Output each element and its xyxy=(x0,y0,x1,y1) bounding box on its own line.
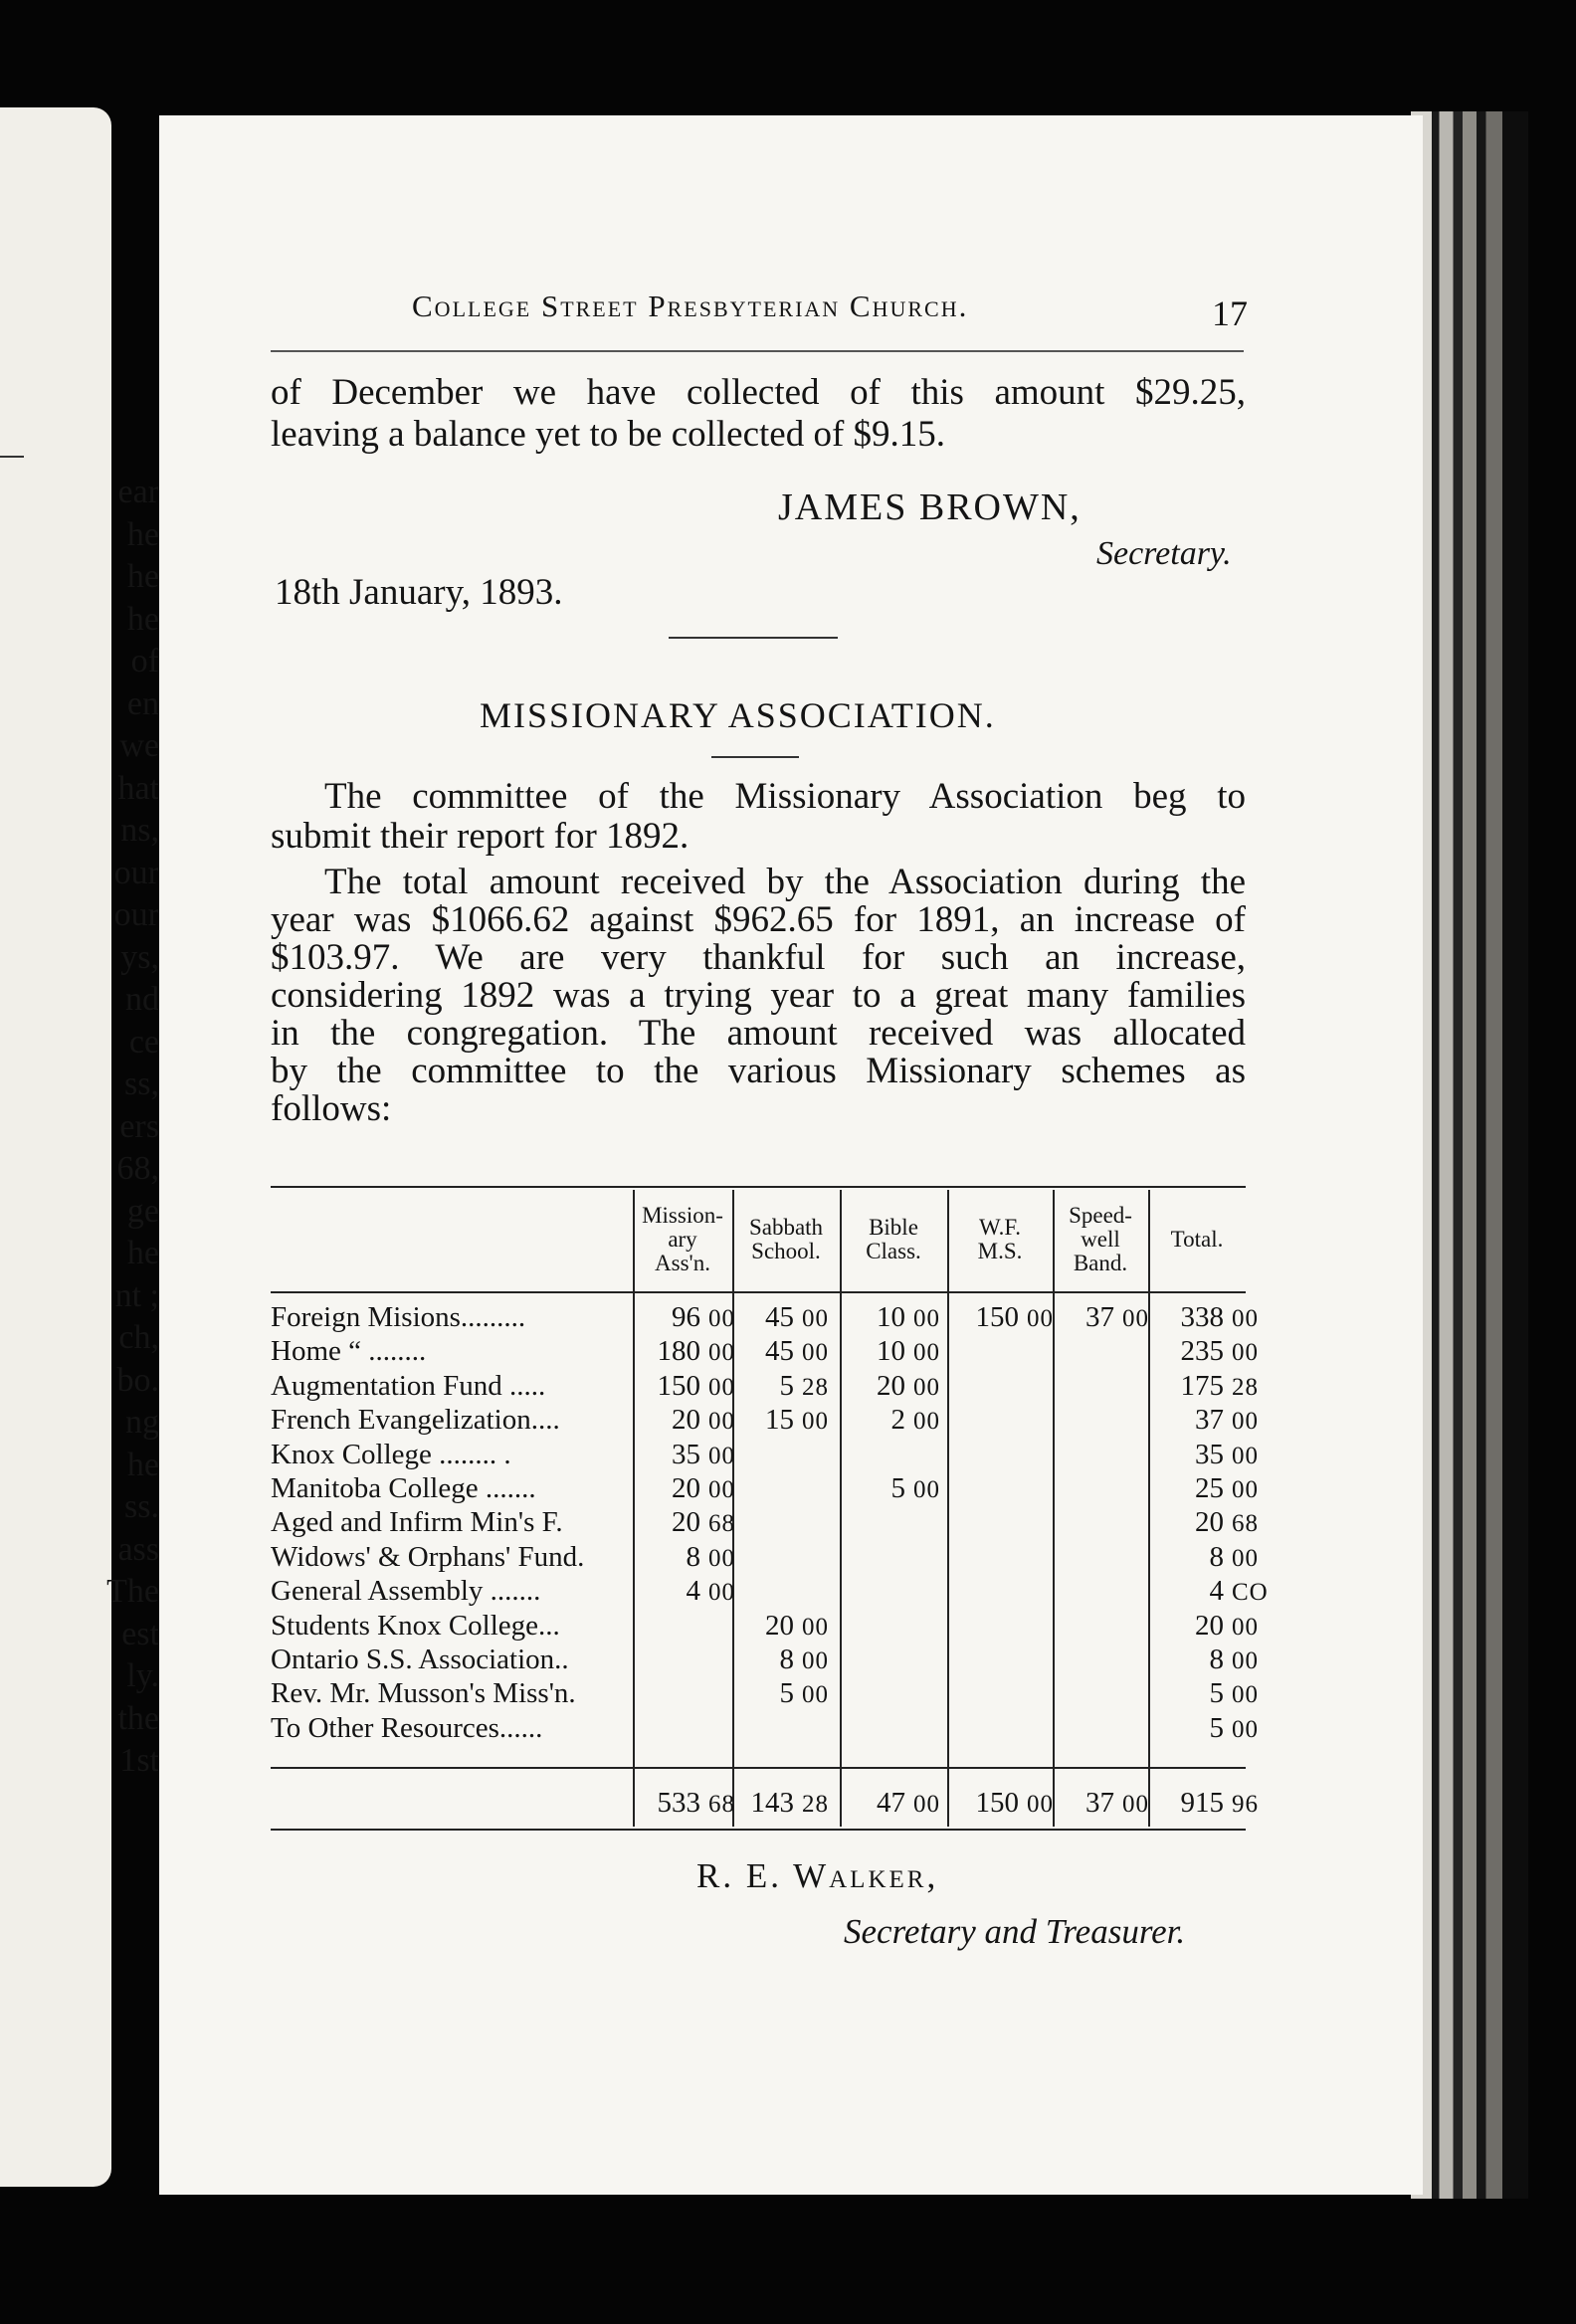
left-page-text-fragment: ce xyxy=(128,1023,159,1061)
table-cell xyxy=(637,1337,735,1366)
amount-cents: 00 xyxy=(913,1408,940,1435)
amount-cents: 00 xyxy=(708,1374,735,1401)
amount-dollars: 2 xyxy=(890,1404,905,1436)
amount-dollars: 20 xyxy=(1195,1506,1224,1538)
column-header-line: Mission- xyxy=(642,1203,723,1228)
amount-dollars: 96 xyxy=(672,1301,700,1333)
left-page-text-fragment: nt ; xyxy=(114,1276,159,1314)
table-cell xyxy=(637,1441,735,1469)
amount-dollars: 8 xyxy=(1209,1644,1224,1675)
table-cell xyxy=(736,1406,829,1435)
table-cell xyxy=(951,1303,1054,1332)
left-page-text-fragment: ss, xyxy=(124,1065,159,1102)
left-page-text-fragment: ers xyxy=(119,1107,159,1145)
left-page-text-fragment: en xyxy=(126,684,159,722)
page-number: 17 xyxy=(1212,293,1248,333)
left-page-text-fragment: bo. xyxy=(116,1361,159,1399)
table-row-label: Home “ ........ xyxy=(271,1337,427,1366)
paragraph-line: in the congregation. The amount received was allocated xyxy=(271,1013,1246,1054)
amount-dollars: 4 xyxy=(686,1575,700,1607)
amount-cents: 00 xyxy=(1232,1545,1259,1572)
left-page-text-fragment: the xyxy=(117,1699,159,1737)
column-header-line: Sabbath xyxy=(748,1215,824,1240)
table-cell xyxy=(637,1372,735,1401)
amount-dollars: 20 xyxy=(877,1370,905,1402)
amount-dollars: 5 xyxy=(1209,1712,1224,1744)
table-row-label: Ontario S.S. Association.. xyxy=(271,1646,569,1674)
table-cell xyxy=(1152,1612,1259,1641)
table-row-label: Augmentation Fund ..... xyxy=(271,1372,546,1401)
amount-dollars: 8 xyxy=(779,1644,794,1675)
book-page-edges xyxy=(1411,111,1528,2199)
amount-cents: 00 xyxy=(1027,1791,1054,1818)
column-header xyxy=(947,1216,1053,1263)
amount-dollars: 338 xyxy=(1180,1301,1224,1333)
amount-dollars: 5 xyxy=(890,1472,905,1504)
left-page-text-fragment: ge xyxy=(126,1192,159,1230)
table-cell xyxy=(637,1474,735,1503)
left-page-text-fragment: our xyxy=(113,854,159,891)
amount-dollars: 150 xyxy=(657,1370,700,1402)
continuation-line: of December we have collected of this amount $29.25, xyxy=(271,372,1246,413)
amount-cents: 00 xyxy=(708,1339,735,1366)
table-cell xyxy=(1152,1508,1259,1537)
table-cell xyxy=(1152,1474,1259,1503)
amount-cents: 00 xyxy=(802,1339,829,1366)
section-title: MISSIONARY ASSOCIATION. xyxy=(480,695,996,735)
amount-cents: 96 xyxy=(1232,1791,1259,1818)
amount-dollars: 20 xyxy=(672,1472,700,1504)
table-cell xyxy=(844,1303,940,1332)
amount-cents: 68 xyxy=(1232,1510,1259,1537)
left-page-text-fragment: est xyxy=(121,1615,159,1652)
signature-name: JAMES BROWN, xyxy=(778,486,1082,528)
column-header-line: M.S. xyxy=(977,1239,1023,1263)
amount-dollars: 37 xyxy=(1085,1787,1114,1819)
amount-cents: 00 xyxy=(913,1476,940,1503)
title-underline xyxy=(711,756,799,758)
amount-dollars: 10 xyxy=(877,1301,905,1333)
column-divider xyxy=(1148,1190,1150,1827)
amount-cents: 00 xyxy=(708,1443,735,1469)
report-date: 18th January, 1893. xyxy=(275,572,563,613)
amount-cents: 00 xyxy=(1232,1305,1259,1332)
amount-cents: 00 xyxy=(913,1305,940,1332)
table-row-label: Knox College ........ . xyxy=(271,1441,511,1469)
amount-dollars: 20 xyxy=(1195,1610,1224,1642)
column-header xyxy=(633,1204,732,1275)
left-page-text-fragment: he xyxy=(126,1446,159,1483)
table-header-rule xyxy=(271,1291,1246,1293)
amount-dollars: 4 xyxy=(1209,1575,1224,1607)
paragraph-line: $103.97. We are very thankful for such an increase, xyxy=(271,937,1246,978)
header-rule xyxy=(271,350,1244,352)
column-header-line: W.F. xyxy=(978,1215,1022,1240)
table-row-label: Foreign Misions......... xyxy=(271,1303,526,1332)
table-body-rule xyxy=(271,1767,1246,1769)
table-cell xyxy=(736,1679,829,1708)
table-cell xyxy=(1152,1543,1259,1572)
signature-title: Secretary. xyxy=(1096,535,1232,572)
amount-dollars: 45 xyxy=(765,1301,794,1333)
paragraph-line: year was $1066.62 against $962.65 for 1891, an increase of xyxy=(271,899,1246,940)
table-cell xyxy=(1152,1441,1259,1469)
amount-cents: 00 xyxy=(913,1791,940,1818)
left-page-text-fragment: ch, xyxy=(118,1319,159,1356)
amount-cents: 00 xyxy=(913,1374,940,1401)
left-page-text-fragment: he xyxy=(126,1235,159,1271)
amount-cents: 68 xyxy=(708,1510,735,1537)
amount-cents: 00 xyxy=(1122,1791,1149,1818)
paragraph-line: The total amount received by the Association during the xyxy=(324,862,1246,902)
amount-cents: 00 xyxy=(802,1305,829,1332)
column-divider xyxy=(840,1190,842,1827)
left-page-text-fragment: 68, xyxy=(116,1150,159,1187)
amount-cents: 00 xyxy=(708,1476,735,1503)
amount-cents: 00 xyxy=(802,1614,829,1641)
amount-cents: 00 xyxy=(1232,1681,1259,1708)
table-cell xyxy=(1152,1303,1259,1332)
left-page-text-fragment: he xyxy=(126,600,159,638)
column-header xyxy=(1148,1228,1246,1252)
table-cell xyxy=(1152,1577,1269,1606)
table-cell xyxy=(1152,1372,1259,1401)
column-header-line: well xyxy=(1081,1227,1120,1252)
left-page-text-fragment: ng xyxy=(125,1404,159,1441)
table-row-label: Students Knox College... xyxy=(271,1612,560,1641)
column-divider xyxy=(1053,1190,1055,1827)
table-row-label: French Evangelization.... xyxy=(271,1406,560,1435)
amount-dollars: 5 xyxy=(779,1677,794,1709)
left-page-text-fragment: he xyxy=(126,558,159,595)
amount-cents: 00 xyxy=(802,1681,829,1708)
amount-dollars: 8 xyxy=(686,1541,700,1573)
amount-cents: 00 xyxy=(1232,1614,1259,1641)
left-page-text-fragment: of xyxy=(130,643,159,679)
amount-cents: 00 xyxy=(913,1339,940,1366)
left-page-rule xyxy=(0,456,24,458)
amount-dollars: 20 xyxy=(765,1610,794,1642)
amount-dollars: 235 xyxy=(1180,1335,1224,1367)
table-cell xyxy=(1152,1646,1259,1674)
table-cell xyxy=(1152,1337,1259,1366)
amount-cents: 28 xyxy=(802,1791,829,1818)
table-row-label: General Assembly ....... xyxy=(271,1577,541,1606)
table-cell xyxy=(736,1372,829,1401)
amount-cents: 00 xyxy=(1122,1305,1149,1332)
amount-dollars: 15 xyxy=(765,1404,794,1436)
column-header-line: Total. xyxy=(1170,1227,1224,1252)
amount-cents: 00 xyxy=(802,1647,829,1674)
table-cell xyxy=(637,1577,735,1606)
left-page-text-fragment: ass xyxy=(117,1530,159,1568)
amount-cents: 00 xyxy=(708,1579,735,1606)
amount-cents: CO xyxy=(1232,1579,1269,1606)
table-top-rule xyxy=(271,1186,1246,1188)
left-page-text-fragment: ear xyxy=(117,474,159,510)
amount-cents: 00 xyxy=(708,1408,735,1435)
amount-dollars: 25 xyxy=(1195,1472,1224,1504)
amount-dollars: 37 xyxy=(1195,1404,1224,1436)
table-cell xyxy=(1152,1714,1259,1743)
column-header xyxy=(840,1216,947,1263)
paragraph-line: The committee of the Missionary Association beg to xyxy=(324,776,1246,817)
running-header: College Street Presbyterian Church. xyxy=(412,289,969,323)
table-row-label: Aged and Infirm Min's F. xyxy=(271,1508,563,1537)
left-page-text-fragment: ys, xyxy=(120,938,159,976)
column-header-line: Ass'n. xyxy=(655,1251,710,1275)
treasurer-name: R. E. Walker, xyxy=(696,1856,939,1895)
treasurer-title: Secretary and Treasurer. xyxy=(844,1912,1186,1951)
total-cell xyxy=(844,1789,940,1818)
amount-dollars: 533 xyxy=(657,1787,700,1819)
amount-dollars: 20 xyxy=(672,1506,700,1538)
amount-dollars: 143 xyxy=(750,1787,794,1819)
amount-cents: 00 xyxy=(1232,1339,1259,1366)
amount-cents: 00 xyxy=(1232,1647,1259,1674)
table-cell xyxy=(736,1646,829,1674)
paragraph-line: submit their report for 1892. xyxy=(271,816,690,857)
amount-dollars: 180 xyxy=(657,1335,700,1367)
column-header xyxy=(732,1216,840,1263)
amount-dollars: 35 xyxy=(1195,1439,1224,1470)
table-cell xyxy=(637,1406,735,1435)
total-cell xyxy=(736,1789,829,1818)
amount-cents: 28 xyxy=(1232,1374,1259,1401)
table-cell xyxy=(1152,1406,1259,1435)
amount-cents: 28 xyxy=(802,1374,829,1401)
table-cell xyxy=(736,1303,829,1332)
amount-cents: 00 xyxy=(1027,1305,1054,1332)
table-cell xyxy=(736,1612,829,1641)
table-cell xyxy=(844,1337,940,1366)
amount-cents: 00 xyxy=(802,1408,829,1435)
amount-cents: 00 xyxy=(708,1305,735,1332)
left-page-text-fragment: he xyxy=(126,515,159,553)
amount-dollars: 5 xyxy=(779,1370,794,1402)
total-cell xyxy=(1057,1789,1149,1818)
column-header-line: Class. xyxy=(866,1239,921,1263)
table-row-label: Rev. Mr. Musson's Miss'n. xyxy=(271,1679,576,1708)
paragraph-line: considering 1892 was a trying year to a great many families xyxy=(271,975,1246,1016)
column-divider xyxy=(633,1190,635,1827)
column-header-line: ary xyxy=(668,1227,697,1252)
amount-dollars: 175 xyxy=(1180,1370,1224,1402)
amount-cents: 00 xyxy=(1232,1476,1259,1503)
table-cell xyxy=(736,1337,829,1366)
column-header-line: School. xyxy=(751,1239,821,1263)
section-divider xyxy=(669,637,838,639)
column-header xyxy=(1053,1204,1148,1275)
table-cell xyxy=(844,1474,940,1503)
amount-dollars: 35 xyxy=(672,1439,700,1470)
left-page-text-fragment: ss. xyxy=(124,1488,159,1525)
left-page-text-fragment: our xyxy=(113,896,159,933)
table-cell xyxy=(1057,1303,1149,1332)
left-page-text-fragment: 1st xyxy=(119,1742,159,1779)
amount-cents: 00 xyxy=(1232,1443,1259,1469)
table-bottom-rule xyxy=(271,1829,1246,1831)
table-row-label: To Other Resources...... xyxy=(271,1714,543,1743)
amount-dollars: 47 xyxy=(877,1787,905,1819)
total-cell xyxy=(637,1789,735,1818)
table-cell xyxy=(637,1303,735,1332)
amount-cents: 00 xyxy=(708,1545,735,1572)
paragraph-line: follows: xyxy=(271,1088,392,1129)
left-page-text-fragment: hat xyxy=(117,769,159,807)
amount-cents: 68 xyxy=(708,1791,735,1818)
left-page-edge xyxy=(0,107,159,2187)
column-header-line: Band. xyxy=(1073,1251,1128,1275)
left-page-text-fragment: nd xyxy=(125,981,159,1018)
table-cell xyxy=(637,1508,735,1537)
total-cell xyxy=(1152,1789,1259,1818)
table-row-label: Manitoba College ....... xyxy=(271,1474,536,1503)
amount-dollars: 20 xyxy=(672,1404,700,1436)
table-cell xyxy=(844,1406,940,1435)
amount-dollars: 10 xyxy=(877,1335,905,1367)
left-page-text-fragment: ly. xyxy=(126,1657,159,1694)
amount-dollars: 8 xyxy=(1209,1541,1224,1573)
amount-dollars: 45 xyxy=(765,1335,794,1367)
left-page-text-fragment: we xyxy=(119,727,159,764)
left-page-text-fragment: ns, xyxy=(120,812,159,849)
table-cell xyxy=(1152,1679,1259,1708)
left-page-text-fragment: The xyxy=(106,1573,159,1610)
table-cell xyxy=(637,1543,735,1572)
amount-dollars: 37 xyxy=(1085,1301,1114,1333)
total-cell xyxy=(951,1789,1054,1818)
column-header-line: Speed- xyxy=(1069,1203,1132,1228)
amount-dollars: 150 xyxy=(975,1787,1019,1819)
column-divider xyxy=(947,1190,949,1827)
paragraph-line: by the committee to the various Missionary schemes as xyxy=(271,1051,1246,1091)
amount-dollars: 150 xyxy=(975,1301,1019,1333)
table-row-label: Widows' & Orphans' Fund. xyxy=(271,1543,585,1572)
continuation-line: leaving a balance yet to be collected of $9.15. xyxy=(271,414,946,455)
amount-dollars: 915 xyxy=(1180,1787,1224,1819)
column-header-line: Bible xyxy=(869,1215,918,1240)
amount-cents: 00 xyxy=(1232,1408,1259,1435)
table-cell xyxy=(844,1372,940,1401)
amount-dollars: 5 xyxy=(1209,1677,1224,1709)
amount-cents: 00 xyxy=(1232,1716,1259,1743)
